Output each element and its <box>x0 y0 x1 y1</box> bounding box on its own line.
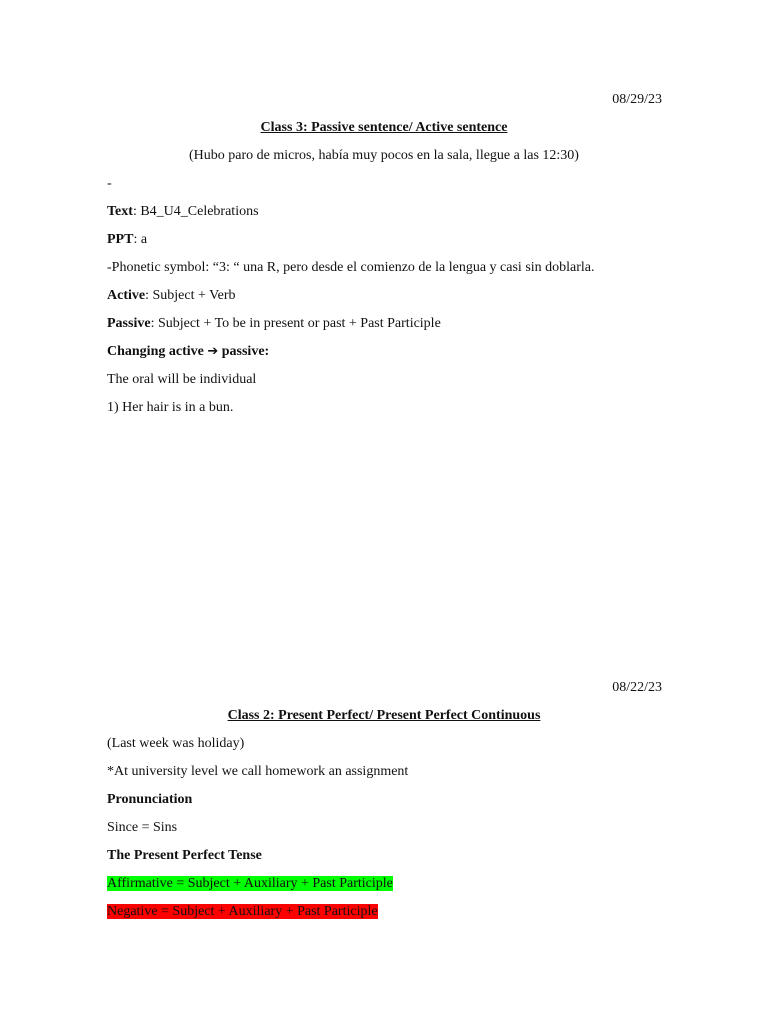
class3-item1: 1) Her hair is in a bun. <box>107 400 234 415</box>
class3-title: Class 3: Passive sentence/ Active sentence <box>260 120 508 135</box>
ppt-value: : a <box>133 232 148 247</box>
right-arrow-icon: ➔ <box>207 344 219 359</box>
class3-oral: The oral will be individual <box>107 372 257 387</box>
passive-value: : Subject + To be in present or past + Past Participle <box>150 316 441 331</box>
class3-passive-line <box>107 315 441 333</box>
affirmative-line <box>107 875 393 893</box>
changing-post: passive: <box>218 344 270 359</box>
class2-holiday: (Last week was holiday) <box>107 736 245 751</box>
class3-text-line <box>107 203 259 221</box>
class2-assignment: *At university level we call homework an assignment <box>107 764 409 779</box>
affirmative-highlight: Affirmative = Subject + Auxiliary + Past Participle <box>107 876 393 891</box>
class3-note <box>0 147 768 165</box>
class3-note-text: (Hubo paro de micros, había muy pocos en la sala, llegue a las 12:30) <box>189 148 579 163</box>
passive-label: Passive <box>107 316 151 331</box>
active-label: Active <box>107 288 146 303</box>
class3-phonetic: -Phonetic symbol: “3: “ una R, pero desde el comienzo de la lengua y casi sin doblarla. <box>107 260 595 275</box>
class2-date: 08/22/23 <box>612 680 662 695</box>
text-label: Text <box>107 204 133 219</box>
ppt-label: PPT <box>107 232 134 247</box>
pronunciation-heading-text: Pronunciation <box>107 792 193 807</box>
negative-line <box>107 903 378 921</box>
changing-pre: Changing active <box>107 344 208 359</box>
class3-active-line <box>107 287 236 305</box>
negative-highlight: Negative = Subject + Auxiliary + Past Participle <box>107 904 378 919</box>
class2-since: Since = Sins <box>107 820 178 835</box>
active-value: : Subject + Verb <box>145 288 236 303</box>
tense-heading <box>107 847 262 865</box>
class3-dash: - <box>107 176 112 191</box>
tense-heading-text: The Present Perfect Tense <box>107 848 262 863</box>
class3-ppt-line <box>107 231 147 249</box>
class3-changing-heading <box>107 343 269 361</box>
text-value: : B4_U4_Celebrations <box>132 204 259 219</box>
class2-title: Class 2: Present Perfect/ Present Perfect Continuous <box>227 708 541 723</box>
pronunciation-heading <box>107 791 192 809</box>
class3-date: 08/29/23 <box>612 92 662 107</box>
